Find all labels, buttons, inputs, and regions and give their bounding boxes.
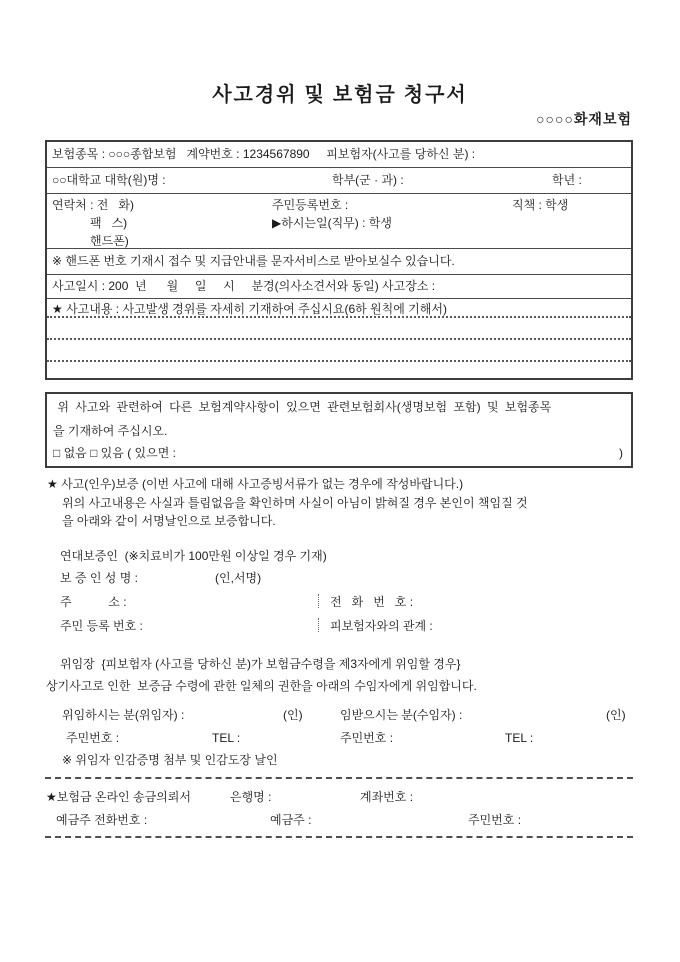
dashed-separator-top bbox=[45, 777, 633, 779]
close-paren: ) bbox=[619, 446, 623, 460]
school-row bbox=[47, 167, 631, 193]
policy-type-row bbox=[47, 142, 631, 167]
dashed-separator-bottom bbox=[45, 836, 633, 838]
remittance-heading: ★보험금 온라인 송금의뢰서 bbox=[46, 790, 191, 804]
delegator-label: 위임하시는 분(위임자) : bbox=[62, 708, 185, 722]
delegation-heading: 위임장 {피보험자 (사고를 당하신 분)가 보험금수령을 제3자에게 위임할 경우} bbox=[60, 657, 461, 671]
delegatee-jumin-label: 주민번호 : bbox=[340, 731, 394, 745]
policyholder-table bbox=[45, 140, 633, 380]
department-label: 학부(군 · 과) : bbox=[332, 173, 404, 187]
accident-detail-label: ★ 사고내용 : 사고발생 경위를 자세히 기재하여 주십시요(6하 원칙에 기해서) bbox=[52, 302, 447, 316]
policy-type-text: 보험종목 : ○○○종합보험 계약번호 : 1234567890 피보험자(사고를 당하신 분) : bbox=[52, 147, 476, 161]
guarantee-body1: 위의 사고내용은 사실과 틀림없음을 확인하며 사실이 아님이 밝혀질 경우 본인이 책임질 것 bbox=[62, 496, 528, 510]
surety-divider-2 bbox=[318, 618, 319, 632]
sms-notice-text: ※ 핸드폰 번호 기재시 접수 및 지급안내를 문자서비스로 받아보실수 있습니다. bbox=[52, 254, 455, 268]
surety-jumin-label: 주민 등록 번호 : bbox=[60, 619, 143, 633]
bank-name-label: 은행명 : bbox=[230, 790, 272, 804]
delegator-tel-label: TEL : bbox=[212, 731, 241, 745]
write-line-2 bbox=[47, 338, 631, 340]
surety-heading: 연대보증인 (※치료비가 100만원 이상일 경우 기재) bbox=[60, 549, 327, 563]
holder-phone-label: 예금주 전화번호 : bbox=[56, 813, 148, 827]
write-line-3 bbox=[47, 360, 631, 362]
delegatee-label: 임받으시는 분(수임자) : bbox=[340, 708, 463, 722]
delegation-note: ※ 위임자 인감증명 첨부 및 인감도장 날인 bbox=[62, 753, 278, 767]
occupation-label: ▶하시는일(직무) : 학생 bbox=[272, 216, 392, 230]
account-holder-label: 예금주 : bbox=[270, 813, 312, 827]
phone-label: 연락처 : 전 화) bbox=[52, 198, 134, 212]
account-number-label: 계좌번호 : bbox=[360, 790, 414, 804]
accident-datetime-row bbox=[47, 274, 631, 298]
surety-relation-label: 피보험자와의 관계 : bbox=[330, 619, 433, 633]
delegation-body: 상기사고로 인한 보증금 수령에 관한 일체의 권한을 아래의 수임자에게 위임합니다. bbox=[46, 679, 477, 693]
delegator-seal-label: (인) bbox=[283, 708, 303, 722]
delegator-jumin-label: 주민번호 : bbox=[66, 731, 120, 745]
grade-label: 학년 : bbox=[552, 173, 582, 187]
delegatee-tel-label: TEL : bbox=[505, 731, 534, 745]
position-label: 직책 : 학생 bbox=[512, 198, 569, 212]
surety-phone-label: 전 화 번 호 : bbox=[330, 595, 414, 609]
contact-row bbox=[47, 193, 631, 248]
resident-id-label: 주민등록번호 : bbox=[272, 198, 349, 212]
write-line-1 bbox=[47, 316, 631, 318]
surety-sign-label: (인,서명) bbox=[215, 571, 262, 585]
accident-detail-row bbox=[47, 298, 631, 378]
surety-address-label: 주 소 : bbox=[60, 595, 127, 609]
mobile-label: 핸드폰) bbox=[90, 234, 129, 248]
other-insurance-options: □ 없음 □ 있음 ( 있으면 : bbox=[53, 446, 176, 460]
delegatee-seal-label: (인) bbox=[606, 708, 626, 722]
insurer-name: ○○○○화재보험 bbox=[536, 113, 632, 128]
holder-jumin-label: 주민번호 : bbox=[468, 813, 522, 827]
other-insurance-line1: 위 사고와 관련하여 다른 보험계약사항이 있으면 관련보험회사(생명보험 포함) 및 보험종목 bbox=[51, 400, 552, 414]
accident-datetime-text: 사고일시 : 200 년 월 일 시 분경(의사소견서와 동일) 사고장소 : bbox=[52, 279, 436, 293]
surety-divider-1 bbox=[318, 594, 319, 608]
guarantee-heading: ★ 사고(인우)보증 (이번 사고에 대해 사고증빙서류가 없는 경우에 작성바랍니다.) bbox=[47, 477, 464, 491]
other-insurance-line2: 을 기재하여 주십시오. bbox=[53, 424, 168, 438]
surety-name-label: 보 증 인 성 명 : bbox=[60, 571, 138, 585]
form-title: 사고경위 및 보험금 청구서 bbox=[212, 84, 468, 106]
school-label: ○○대학교 대학(원)명 : bbox=[52, 173, 166, 187]
guarantee-body2: 을 아래와 같이 서명날인으로 보증합니다. bbox=[62, 514, 276, 528]
fax-label: 팩 스) bbox=[90, 216, 128, 230]
other-insurance-box bbox=[45, 392, 633, 468]
sms-notice-row bbox=[47, 248, 631, 274]
